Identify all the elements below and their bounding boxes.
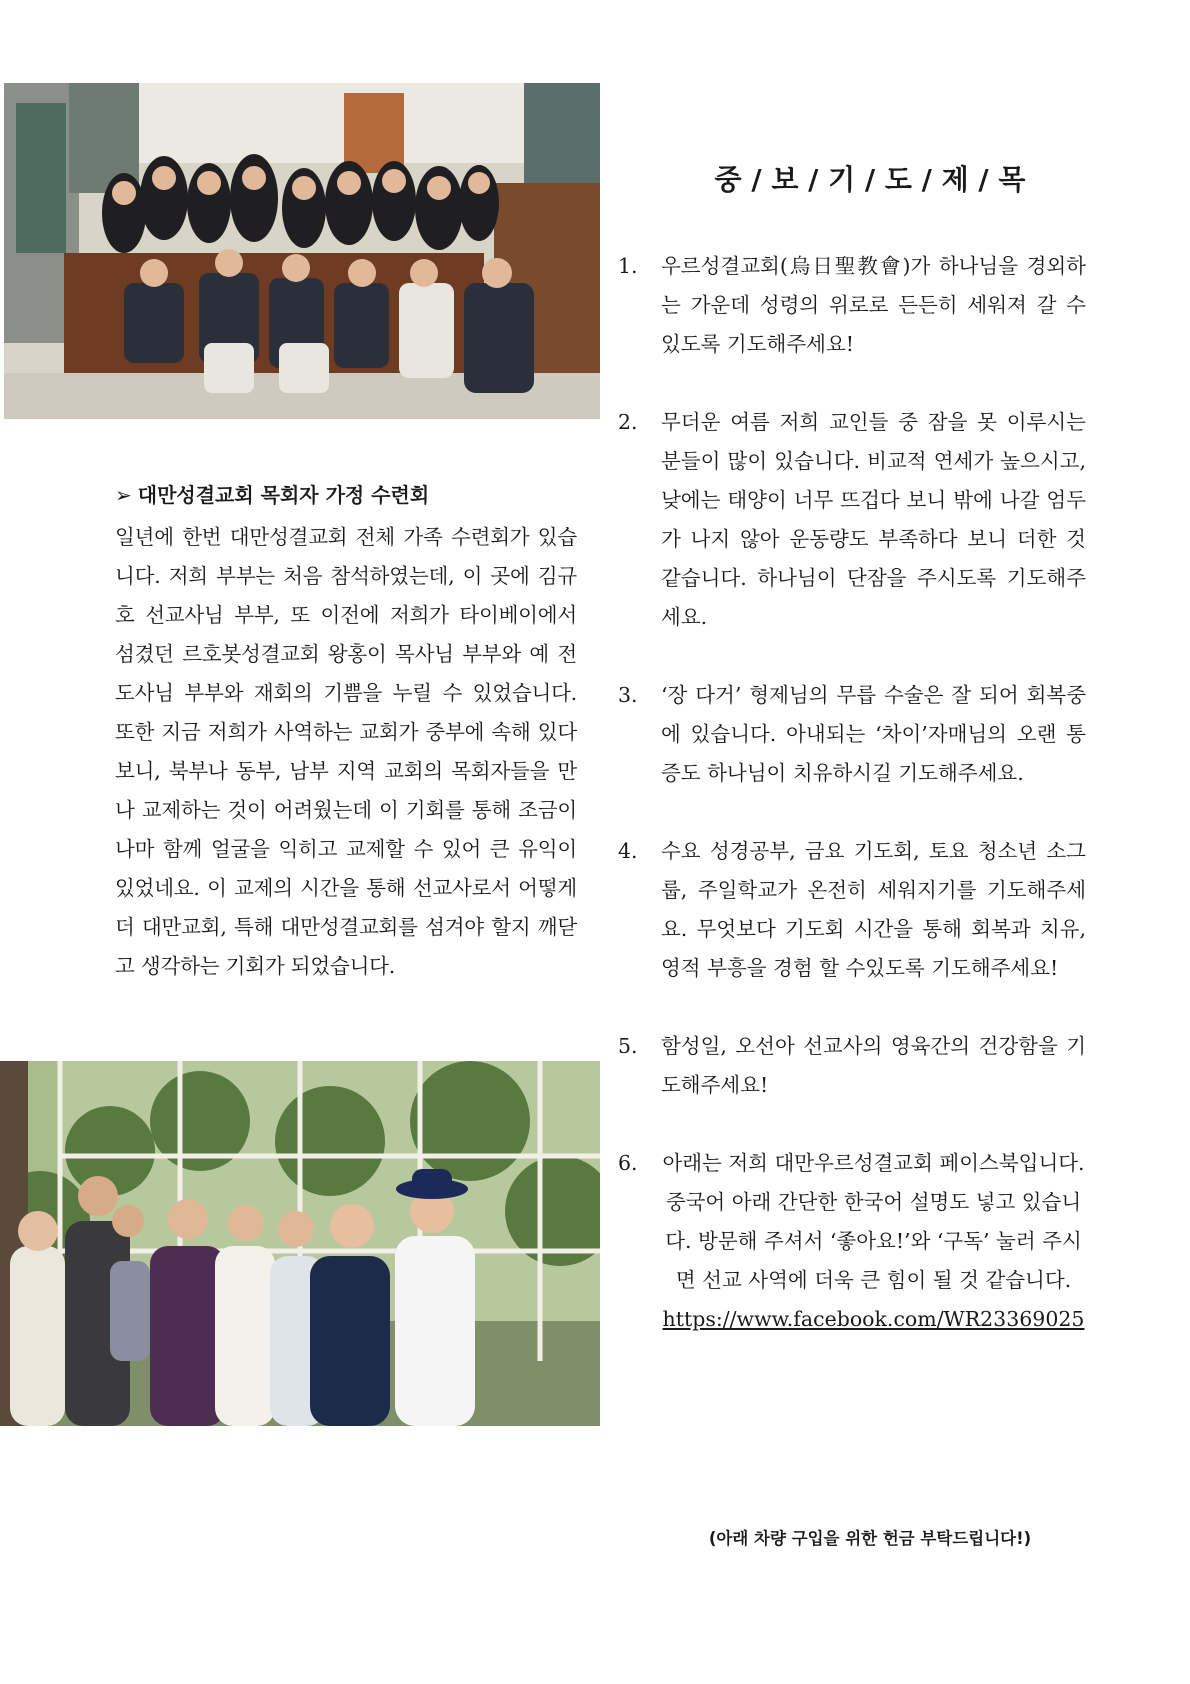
arrow-bullet-icon: ➢ xyxy=(115,483,132,507)
retreat-heading-text: 대만성결교회 목회자 가정 수련회 xyxy=(137,483,430,507)
prayer-number: 2. xyxy=(618,410,638,434)
prayer-item xyxy=(618,676,1086,793)
retreat-heading xyxy=(115,480,577,510)
prayer-number: 1. xyxy=(618,254,638,278)
prayer-text: 수요 성경공부, 금요 기도회, 토요 청소년 소그룹, 주일학교가 온전히 세워지기를 기도해주세요. 무엇보다 기도회 시간을 통해 회복과 치유, 영적 부흥을 경험 할 수있도록 기도해주세요! xyxy=(661,839,1086,980)
prayer-item xyxy=(618,403,1086,637)
prayer-text: 함성일, 오선아 선교사의 영육간의 건강함을 기도해주세요! xyxy=(661,1034,1086,1097)
prayer-item xyxy=(618,1027,1086,1105)
youth-group-photo-graphic xyxy=(4,83,600,419)
facebook-link[interactable]: https://www.facebook.com/WR23369025 xyxy=(662,1307,1085,1331)
prayer-number: 6. xyxy=(618,1151,638,1175)
prayer-text: 우르성결교회(烏日聖教會)가 하나님을 경외하는 가운데 성령의 위로로 든든히 세워져 갈 수 있도록 기도해주세요! xyxy=(661,254,1086,356)
youth-group-photo xyxy=(4,83,600,419)
prayer-number: 5. xyxy=(618,1034,638,1058)
prayer-list xyxy=(618,247,1086,1339)
prayer-item xyxy=(618,832,1086,988)
prayer-item xyxy=(618,247,1086,364)
retreat-section xyxy=(115,480,577,986)
prayer-text: 아래는 저희 대만우르성결교회 페이스북입니다. 중국어 아래 간단한 한국어 설명도 넣고 있습니다. 방문해 주셔서 ‘좋아요!’와 ‘구독’ 눌러 주시면 선교 사역에 더욱 큰 힘이 될 것 같습니다. xyxy=(662,1151,1085,1292)
donation-note: (아래 차량 구입을 위한 헌금 부탁드립니다!) xyxy=(708,1529,1032,1548)
prayer-text: ‘장 다거’ 형제님의 무릅 수술은 잘 되어 회복중에 있습니다. 아내되는 ‘차이’자매님의 오랜 통증도 하나님이 치유하시길 기도해주세요. xyxy=(661,683,1086,785)
prayer-item xyxy=(618,1144,1086,1339)
prayer-title: 중 / 보 / 기 / 도 / 제 / 목 xyxy=(714,163,1026,196)
prayer-text: 무더운 여름 저희 교인들 중 잠을 못 이루시는 분들이 많이 있습니다. 비교적 연세가 높으시고, 낮에는 태양이 너무 뜨겁다 보니 밖에 나갈 엄두가 나지 않아 운동량도 부족하다 보니 더한 것 같습니다. 하나님이 단잠을 주시도록 기도해주세요. xyxy=(661,410,1086,629)
pastors-group-photo xyxy=(0,1061,600,1426)
prayer-number: 4. xyxy=(618,839,638,863)
retreat-body: 일년에 한번 대만성결교회 전체 가족 수련회가 있습니다. 저희 부부는 처음 참석하였는데, 이 곳에 김규호 선교사님 부부, 또 이전에 저희가 타이베이에서 섬겼던 르호봇성결교회 왕홍이 목사님 부부와 예 전도사님 부부와 재회의 기쁨을 누릴 수 있었습니다. 또한 지금 저희가 사역하는 교회가 중부에 속해 있다 보니, 북부나 동부, 남부 지역 교회의 목회자들을 만나 교제하는 것이 어려웠는데 이 기회를 통해 조금이나마 함께 얼굴을 익히고 교제할 수 있어 큰 유익이 있었네요. 이 교제의 시간을 통해 선교사로서 어떻게 더 대만교회, 특해 대만성결교회를 섬겨야 할지 깨닫고 생각하는 기회가 되었습니다. xyxy=(115,525,578,978)
pastors-group-photo-graphic xyxy=(0,1061,600,1426)
prayer-number: 3. xyxy=(618,683,638,707)
